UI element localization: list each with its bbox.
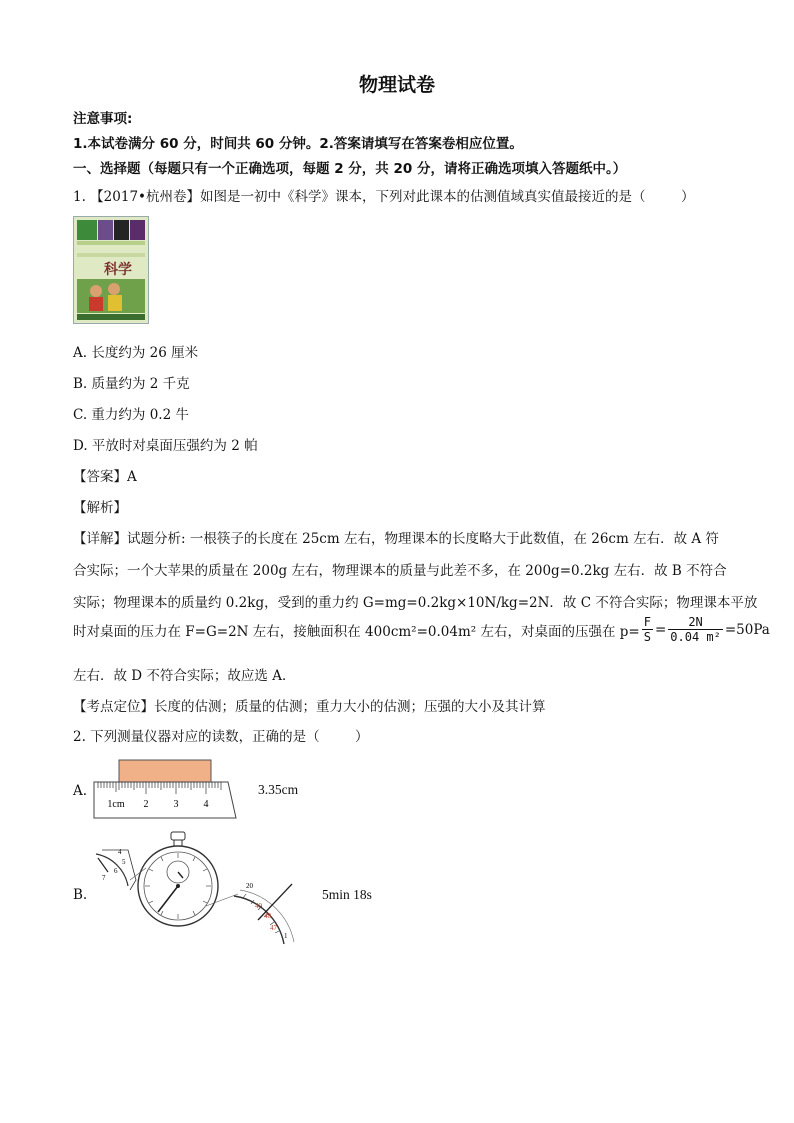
notice-heading: 注意事项: <box>73 111 133 127</box>
inner-dial-label-7: 7 <box>102 874 106 882</box>
q1-stem: 1. 【2017•杭州卷】如图是一初中《科学》课本，下列对此课本的估测值域真实值最接近的是（ <box>73 189 646 205</box>
formula-f-over-s <box>642 615 653 644</box>
q2-option-a-reading: 3.35cm <box>258 782 299 797</box>
q1-answer: 【答案】A <box>73 469 137 485</box>
formula-f-denominator: S <box>643 630 651 644</box>
inner-dial-label-6: 6 <box>114 867 118 875</box>
q2-option-b-label: B. <box>73 887 88 903</box>
q1-knowledge-points: 【考点定位】长度的估测；质量的估测；重力大小的估测；压强的大小及其计算 <box>73 699 546 715</box>
q1-stem-close: ） <box>681 189 695 205</box>
section-heading: 一、选择题（每题只有一个正确选项，每题 2 分，共 20 分，请将正确选项填入答题纸中。） <box>73 161 627 177</box>
formula-force-over-area <box>668 615 723 644</box>
q1-detail-line-4 <box>73 615 770 644</box>
ruler-tick-label-1cm: 1cm <box>107 799 125 810</box>
q1-detail-line-2: 合实际；一个大苹果的质量在 200g 左右，物理课本的质量与此差不多，在 200g=0.2kg 左右．故 B 不符合 <box>73 563 727 579</box>
q1-detail-line-3: 实际；物理课本的质量约 0.2kg，受到的重力约 G=mg=0.2kg×10N/kg=2N．故 C 不符合实际；物理课本平放 <box>73 595 758 611</box>
ruler-tick-label-3: 3 <box>173 799 179 810</box>
outer-dial-label-48: 48 <box>264 912 271 920</box>
cover-subject: 科学 <box>104 262 132 278</box>
inner-dial-label-4: 4 <box>118 848 122 856</box>
stopwatch-crown <box>171 832 185 840</box>
measured-block <box>119 760 211 782</box>
q2-stem-close: ） <box>355 729 369 745</box>
q2-option-a-label: A. <box>73 783 88 799</box>
outer-dial-label-49: 49 <box>255 902 262 910</box>
stopwatch-figure <box>88 828 303 948</box>
q1-option-c: C. 重力约为 0.2 牛 <box>73 407 189 423</box>
stopwatch-center <box>176 884 180 888</box>
q2-option-b-reading: 5min 18s <box>322 887 372 902</box>
textbook-cover-image <box>73 216 149 324</box>
notice-body: 1.本试卷满分 60 分，时间共 60 分钟。2.答案请填写在答案卷相应位置。 <box>73 136 523 152</box>
q1-detail-line-4-text: 时对桌面的压力在 F=G=2N 左右，接触面积在 400cm²=0.04m² 左右，对桌面的压强在 p= <box>73 623 640 640</box>
formula-area-denominator: 0.04 m² <box>670 630 721 644</box>
outer-dial-label-1: 1 <box>284 932 288 940</box>
q1-option-a: A. 长度约为 26 厘米 <box>73 345 199 361</box>
q2-stem: 2. 下列测量仪器对应的读数，正确的是（ <box>73 729 320 745</box>
ruler-figure <box>88 758 248 822</box>
q1-detail-line-5: 左右．故 D 不符合实际；故应选 A． <box>73 668 296 684</box>
formula-f-numerator: F <box>643 615 651 629</box>
q1-option-d: D. 平放时对桌面压强约为 2 帕 <box>73 438 258 454</box>
page-title: 物理试卷 <box>358 74 435 96</box>
equals-sign: = <box>654 621 667 638</box>
outer-dial-label-47: 47 <box>270 924 277 932</box>
inner-dial-label-5: 5 <box>122 858 126 866</box>
formula-result: =50Pa <box>724 621 770 638</box>
inner-dial-zoom-pointer <box>98 858 108 872</box>
q1-analysis-label: 【解析】 <box>73 500 127 516</box>
formula-force-numerator: 2N <box>668 615 723 630</box>
ruler-tick-label-4: 4 <box>203 799 209 810</box>
stopwatch-stem <box>174 840 182 846</box>
q1-detail-line-1: 【详解】试题分析: 一根筷子的长度在 25cm 左右，物理课本的长度略大于此数值，在 26cm 左右．故 A 符 <box>73 531 719 547</box>
ruler-tick-label-2: 2 <box>143 799 149 810</box>
outer-dial-label-20: 20 <box>246 882 253 890</box>
q1-option-b: B. 质量约为 2 千克 <box>73 376 190 392</box>
